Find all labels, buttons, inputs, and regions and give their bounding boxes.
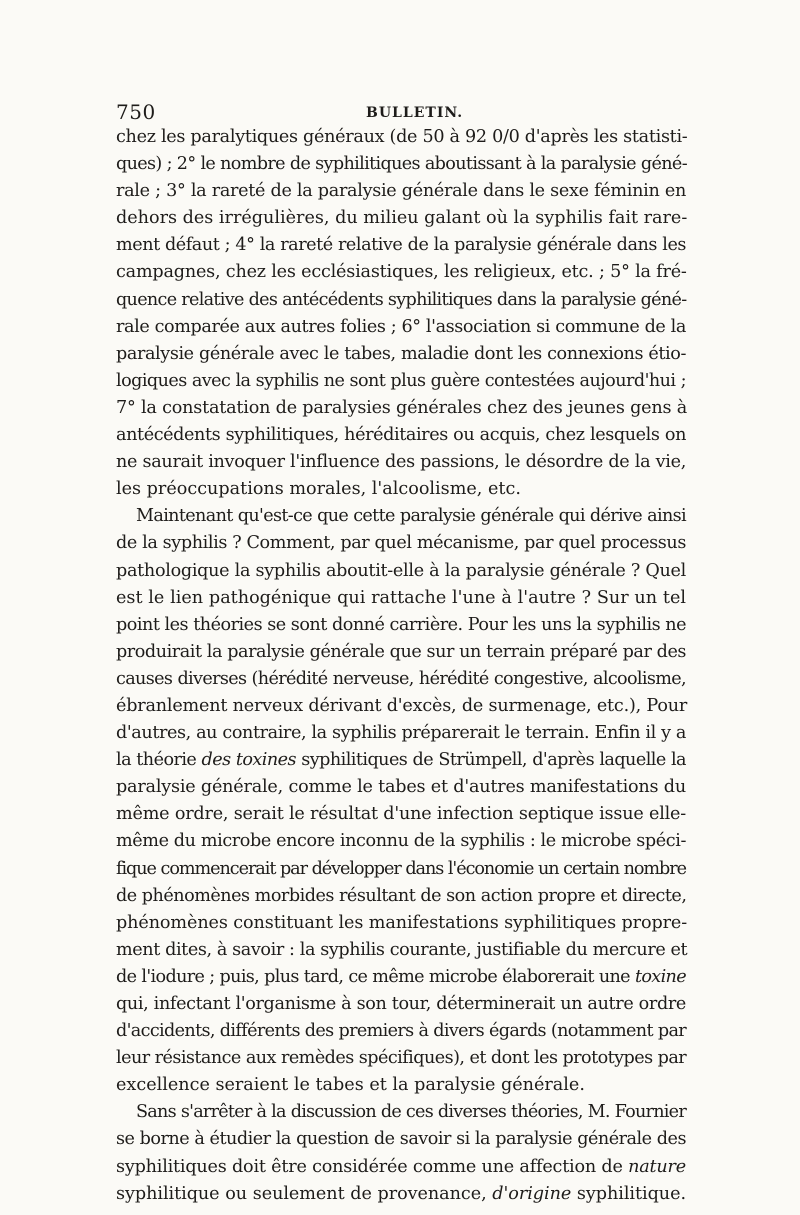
text-line: d'autres, au contraire, la syphilis préparerait le terrain. Enfin il y a <box>116 723 686 744</box>
text-line: dehors des irrégulières, du milieu galant où la syphilis fait rare- <box>116 208 688 229</box>
italic-term: des toxines <box>201 750 296 771</box>
text-run: de l'iodure ; puis, plus tard, ce même microbe élaborerait une <box>116 966 635 987</box>
text-line: chez les paralytiques généraux (de 50 à 92 0/0 d'après les statisti- <box>116 127 688 147</box>
text-line: phénomènes constituant les manifestations syphilitiques propre- <box>116 912 688 933</box>
text-line-toxines <box>116 747 686 774</box>
text-line: campagnes, chez les ecclésiastiques, les religieux, etc. ; 5° la fré- <box>116 262 687 283</box>
text-line: même du microbe encore inconnu de la syphilis : le microbe spéci- <box>116 831 686 852</box>
text-line: fique commencerait par développer dans l'économie un certain nombre <box>116 858 686 879</box>
text-line: de la syphilis ? Comment, par quel mécanisme, par quel processus <box>116 533 686 554</box>
paragraph-3 <box>116 1099 686 1207</box>
text-line: même ordre, serait le résultat d'une infection septique issue elle- <box>116 804 686 825</box>
text-line: ébranlement nerveux dérivant d'excès, de surmenage, etc.), Pour <box>116 695 688 716</box>
text-run: syphilitique ou seulement de provenance, <box>116 1183 493 1204</box>
text-line: Sans s'arrêter à la discussion de ces diverses théories, M. Fournier <box>136 1102 686 1123</box>
text-line: logiques avec la syphilis ne sont plus guère contestées aujourd'hui ; <box>116 370 686 391</box>
text-line: paralysie générale, comme le tabes et d'autres manifestations du <box>116 777 686 798</box>
paragraph-1 <box>116 124 686 503</box>
text-line: excellence seraient le tabes et la paralysie générale. <box>116 1075 585 1096</box>
text-line: se borne à étudier la question de savoir si la paralysie générale des <box>116 1129 686 1150</box>
text-line: qui, infectant l'organisme à son tour, déterminerait un autre ordre <box>116 994 686 1014</box>
text-line: leur résistance aux remèdes spécifiques), et dont les prototypes par <box>116 1048 687 1069</box>
text-line: les préoccupations morales, l'alcoolisme, etc. <box>116 479 521 500</box>
text-line-toxine <box>116 964 686 991</box>
text-line: Maintenant qu'est-ce que cette paralysie générale qui dérive ainsi <box>136 506 686 527</box>
text-line: rale ; 3° la rareté de la paralysie générale dans le sexe féminin en <box>116 181 686 202</box>
text-line: d'accidents, différents des premiers à divers égards (notamment par <box>116 1021 687 1042</box>
text-line: antécédents syphilitiques, héréditaires ou acquis, chez lesquels on <box>116 425 686 446</box>
text-line: produirait la paralysie générale que sur un terrain préparé par des <box>116 641 686 662</box>
text-line-origine <box>116 1181 686 1208</box>
italic-term: toxine <box>634 966 686 987</box>
text-line: ment dites, à savoir : la syphilis courante, justifiable du mercure et <box>116 939 688 960</box>
text-line-nature <box>116 1154 686 1181</box>
text-line: quence relative des antécédents syphilitiques dans la paralysie géné- <box>116 289 687 310</box>
running-head <box>116 100 686 126</box>
text-line: est le lien pathogénique qui rattache l'une à l'autre ? Sur un tel <box>116 587 686 608</box>
running-title: BULLETIN. <box>366 105 464 121</box>
text-line: paralysie générale avec le tabes, maladie dont les connexions étio- <box>116 343 686 364</box>
body-text <box>116 124 686 1208</box>
italic-term: nature <box>628 1156 686 1177</box>
text-line: causes diverses (hérédité nerveuse, hérédité congestive, alcoolisme, <box>116 668 686 689</box>
text-line: de phénomènes morbides résultant de son action propre et directe, <box>116 885 687 906</box>
text-line: pathologique la syphilis aboutit-elle à la paralysie générale ? Quel <box>116 560 686 581</box>
text-line: rale comparée aux autres folies ; 6° l'association si commune de la <box>116 316 686 337</box>
text-run: la théorie <box>116 750 202 771</box>
text-line: ques) ; 2° le nombre de syphilitiques aboutissant à la paralysie géné- <box>116 154 687 175</box>
text-line: ne saurait invoquer l'influence des passions, le désordre de la vie, <box>116 452 686 473</box>
text-line: 7° la constatation de paralysies générales chez des jeunes gens à <box>116 397 688 418</box>
text-line: ment défaut ; 4° la rareté relative de la paralysie générale dans les <box>116 235 686 256</box>
paragraph-2 <box>116 503 686 1099</box>
page-number: 750 <box>116 100 156 124</box>
text-line: point les théories se sont donné carrière. Pour les uns la syphilis ne <box>116 614 686 635</box>
text-run: syphilitiques doit être considérée comme une affection de <box>116 1156 629 1177</box>
italic-term: d'origine <box>492 1183 572 1204</box>
text-run: syphilitique. <box>571 1183 686 1204</box>
text-run: syphilitiques de Strümpell, d'après laquelle la <box>296 750 686 771</box>
